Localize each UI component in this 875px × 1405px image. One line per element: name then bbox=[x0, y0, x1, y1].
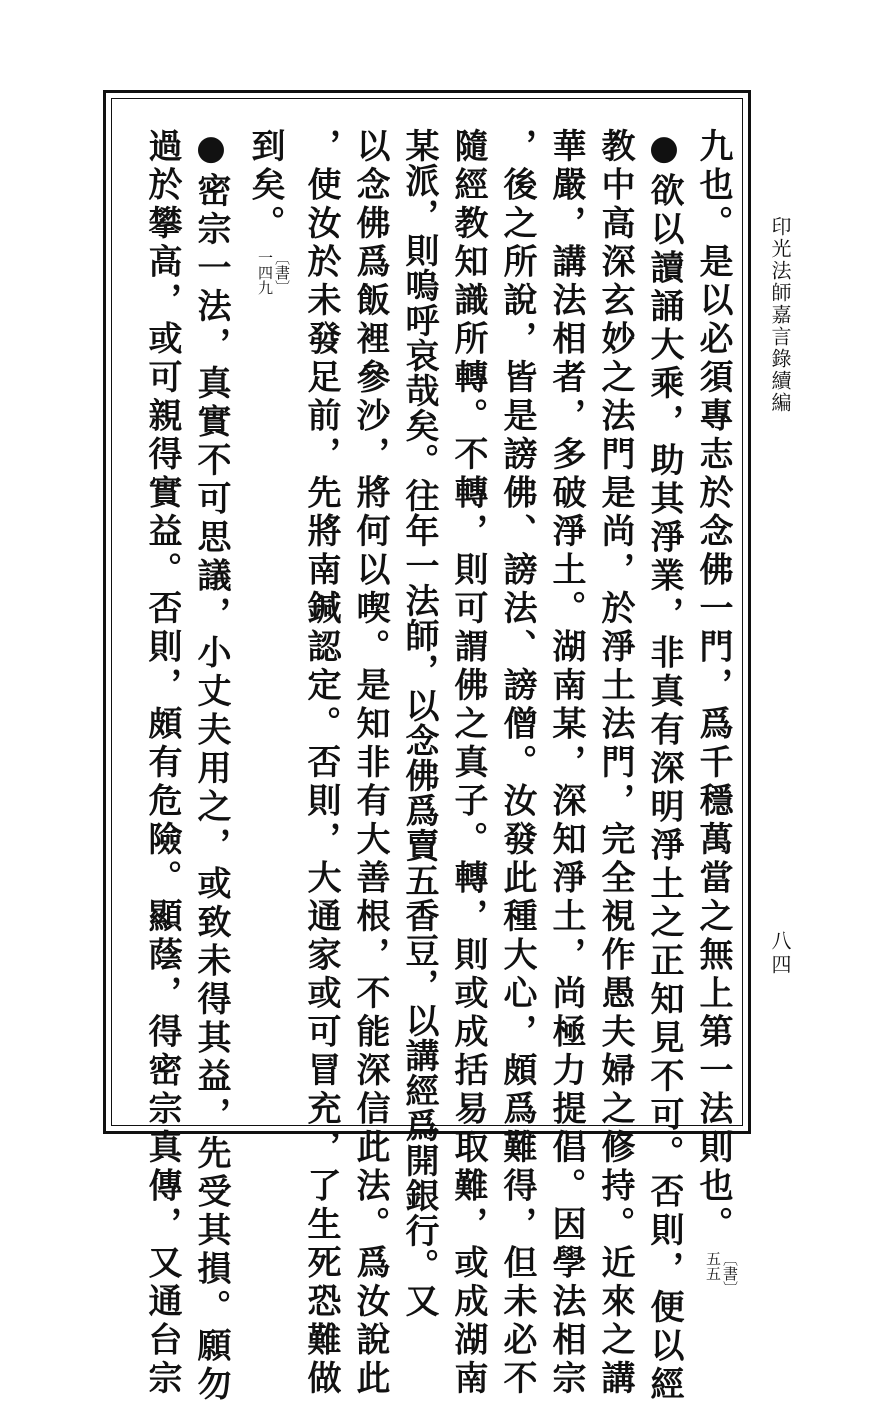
source-note bbox=[256, 250, 290, 295]
column-text: ●欲以讀誦大乘，助其淨業，非真有深明淨土之正知見不可。否則，便以經 bbox=[644, 128, 684, 1405]
column-text: 九也。是以必須專志於念佛一門，爲千穩萬當之無上第一法則也。 bbox=[693, 128, 733, 1245]
column-text: 過於攀高，或可親得實益。否則，頗有危險。顯蔭，得密宗真傳，又通台宗 bbox=[142, 128, 182, 1399]
column-text: 到矣。 bbox=[245, 128, 285, 244]
text-column-5 bbox=[486, 128, 542, 1399]
text-column-12 bbox=[131, 128, 187, 1399]
text-column-7 bbox=[388, 128, 444, 1318]
column-text: 以念佛爲飯裡參沙，將何以喫。是知非有大善根，不能深信此法。爲汝說此 bbox=[350, 128, 390, 1399]
page-number: 八四 bbox=[768, 930, 792, 978]
source-note-label: ︹書︺ bbox=[721, 1250, 739, 1296]
text-column-4 bbox=[535, 128, 591, 1399]
text-column-9 bbox=[290, 128, 346, 1399]
text-column-1 bbox=[682, 128, 739, 1296]
book-title: 印光法師嘉言錄續編 bbox=[768, 216, 792, 414]
column-text: ，使汝於未發足前，先將南鍼認定。否則，大通家或可冒充，了生死恐難做 bbox=[301, 128, 341, 1399]
source-note-label: ︹書︺ bbox=[273, 249, 291, 295]
text-column-8 bbox=[339, 128, 395, 1399]
text-column-10 bbox=[234, 128, 290, 1128]
column-text: ●密宗一法，真實不可思議，小丈夫用之，或致未得其益，先受其損。願勿 bbox=[191, 128, 231, 1405]
text-column-6 bbox=[437, 128, 493, 1399]
column-text: ，後之所說，皆是謗佛、謗法、謗僧。汝發此種大心，頗爲難得，但未必不 bbox=[497, 128, 537, 1399]
text-column-2 bbox=[633, 128, 689, 1405]
column-text: 教中高深玄妙之法門是尚，於淨土法門，完全視作愚夫婦之修持。近來之講 bbox=[595, 128, 635, 1399]
column-text: 華嚴，講法相者，多破淨土。湖南某，深知淨土，尚極力提倡。因學法相宗 bbox=[546, 128, 586, 1399]
source-note-number: 五五 bbox=[704, 1250, 722, 1281]
source-note-number: 一四九 bbox=[256, 249, 274, 295]
column-text: 某派，則嗚呼哀哉矣。往年一法師，以念佛爲賣五香豆，以講經爲開銀行。又 bbox=[399, 128, 439, 1318]
source-note bbox=[704, 1251, 738, 1296]
column-text: 隨經教知識所轉。不轉，則可謂佛之真子。轉，則或成括易取難，或成湖南 bbox=[448, 128, 488, 1399]
text-column-3 bbox=[584, 128, 640, 1399]
text-column-11 bbox=[180, 128, 236, 1405]
